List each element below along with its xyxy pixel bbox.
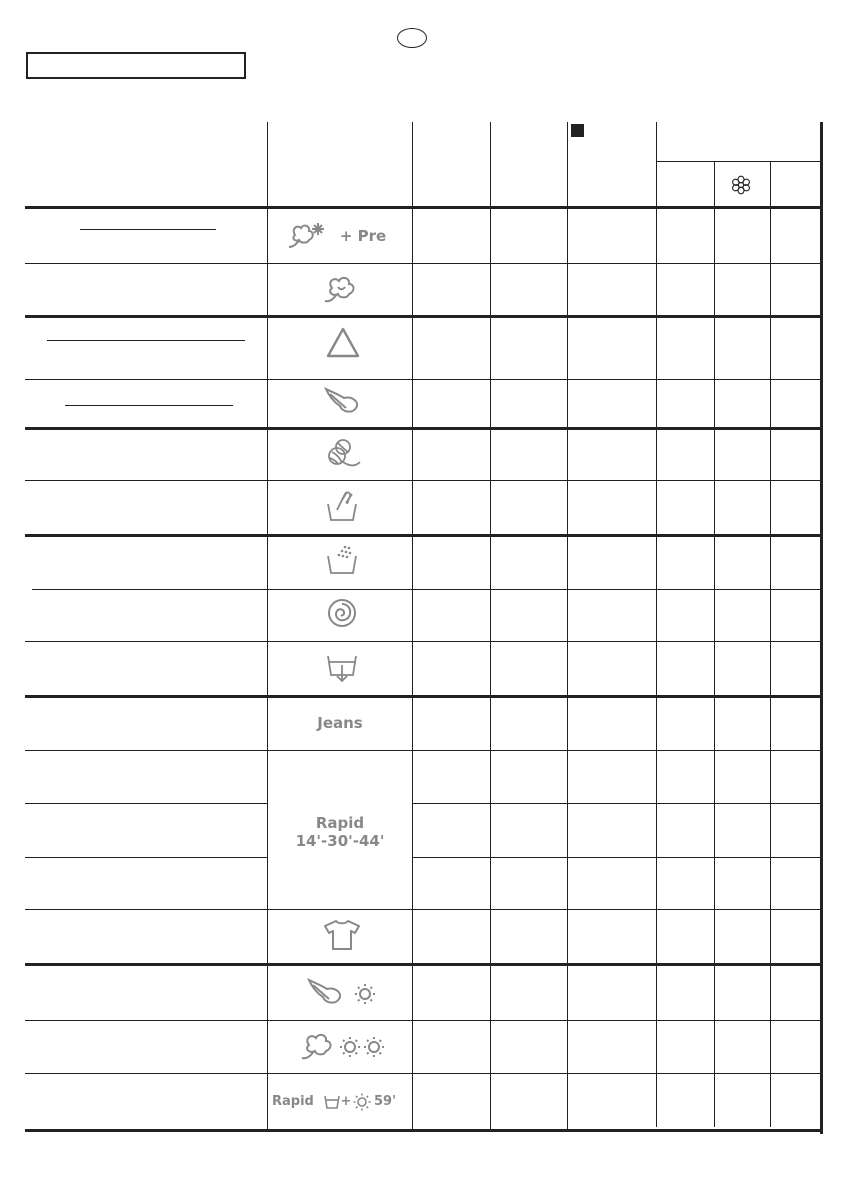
synthetics-triangle-icon xyxy=(325,326,361,360)
page-title-box xyxy=(26,52,246,79)
tub-icon xyxy=(323,1093,341,1111)
row-separator-thick xyxy=(25,206,823,209)
row-separator-thick xyxy=(25,963,823,966)
spin-icon xyxy=(325,596,359,630)
row-separator xyxy=(25,1020,823,1021)
row-separator-thick xyxy=(25,695,823,698)
program-name-line xyxy=(47,340,245,341)
plus-label: + xyxy=(340,1094,352,1109)
cotton-prewash-icon xyxy=(285,219,331,253)
row-separator xyxy=(25,750,823,751)
row-separator xyxy=(412,857,823,858)
delicates-dry-icon xyxy=(305,976,379,1010)
col-divider-5 xyxy=(656,122,657,1127)
row-separator xyxy=(25,909,823,910)
jeans-label: Jeans xyxy=(317,714,363,732)
sun-icon xyxy=(352,1092,372,1112)
cotton-dry-icon xyxy=(297,1030,387,1064)
col-divider-6 xyxy=(714,162,715,1127)
delicates-feather-icon xyxy=(320,386,362,418)
row-separator xyxy=(25,263,823,264)
rapid-times-label: 14'-30'-44' xyxy=(295,832,385,850)
col-divider-4 xyxy=(567,122,568,1132)
rapid-dry-time: 59' xyxy=(374,1094,397,1109)
wool-yarn-icon xyxy=(323,436,363,472)
row-separator-thick xyxy=(25,315,823,318)
row-separator xyxy=(25,1073,823,1074)
header-subdivider xyxy=(656,161,822,162)
row-separator xyxy=(25,480,823,481)
row-separator xyxy=(412,803,823,804)
row-separator xyxy=(25,641,823,642)
col-divider-3 xyxy=(490,122,491,1132)
rinse-icon xyxy=(325,543,359,577)
row-separator xyxy=(25,857,267,858)
row-separator xyxy=(25,803,267,804)
col-divider-2 xyxy=(412,122,413,1132)
program-name-line xyxy=(80,229,216,230)
row-separator-thick xyxy=(25,534,823,537)
flower-icon xyxy=(730,174,752,196)
row-separator xyxy=(32,589,823,590)
row-separator xyxy=(25,379,823,380)
col-divider-icon-col xyxy=(267,122,268,1132)
cotton-icon xyxy=(320,273,360,305)
rapid-label: Rapid xyxy=(315,814,365,832)
rapid-dry-label: Rapid xyxy=(272,1094,314,1109)
language-badge xyxy=(397,28,427,48)
col-divider-7 xyxy=(770,162,771,1127)
drain-icon xyxy=(325,651,359,685)
hand-wash-icon xyxy=(325,488,359,524)
prewash-label: + Pre xyxy=(339,227,387,245)
row-separator-thick xyxy=(25,427,823,430)
shirt-icon xyxy=(322,918,362,952)
table-bottom-border xyxy=(25,1129,823,1132)
program-name-line xyxy=(65,405,233,406)
table-right-border xyxy=(820,122,823,1134)
black-square-icon xyxy=(571,124,584,137)
